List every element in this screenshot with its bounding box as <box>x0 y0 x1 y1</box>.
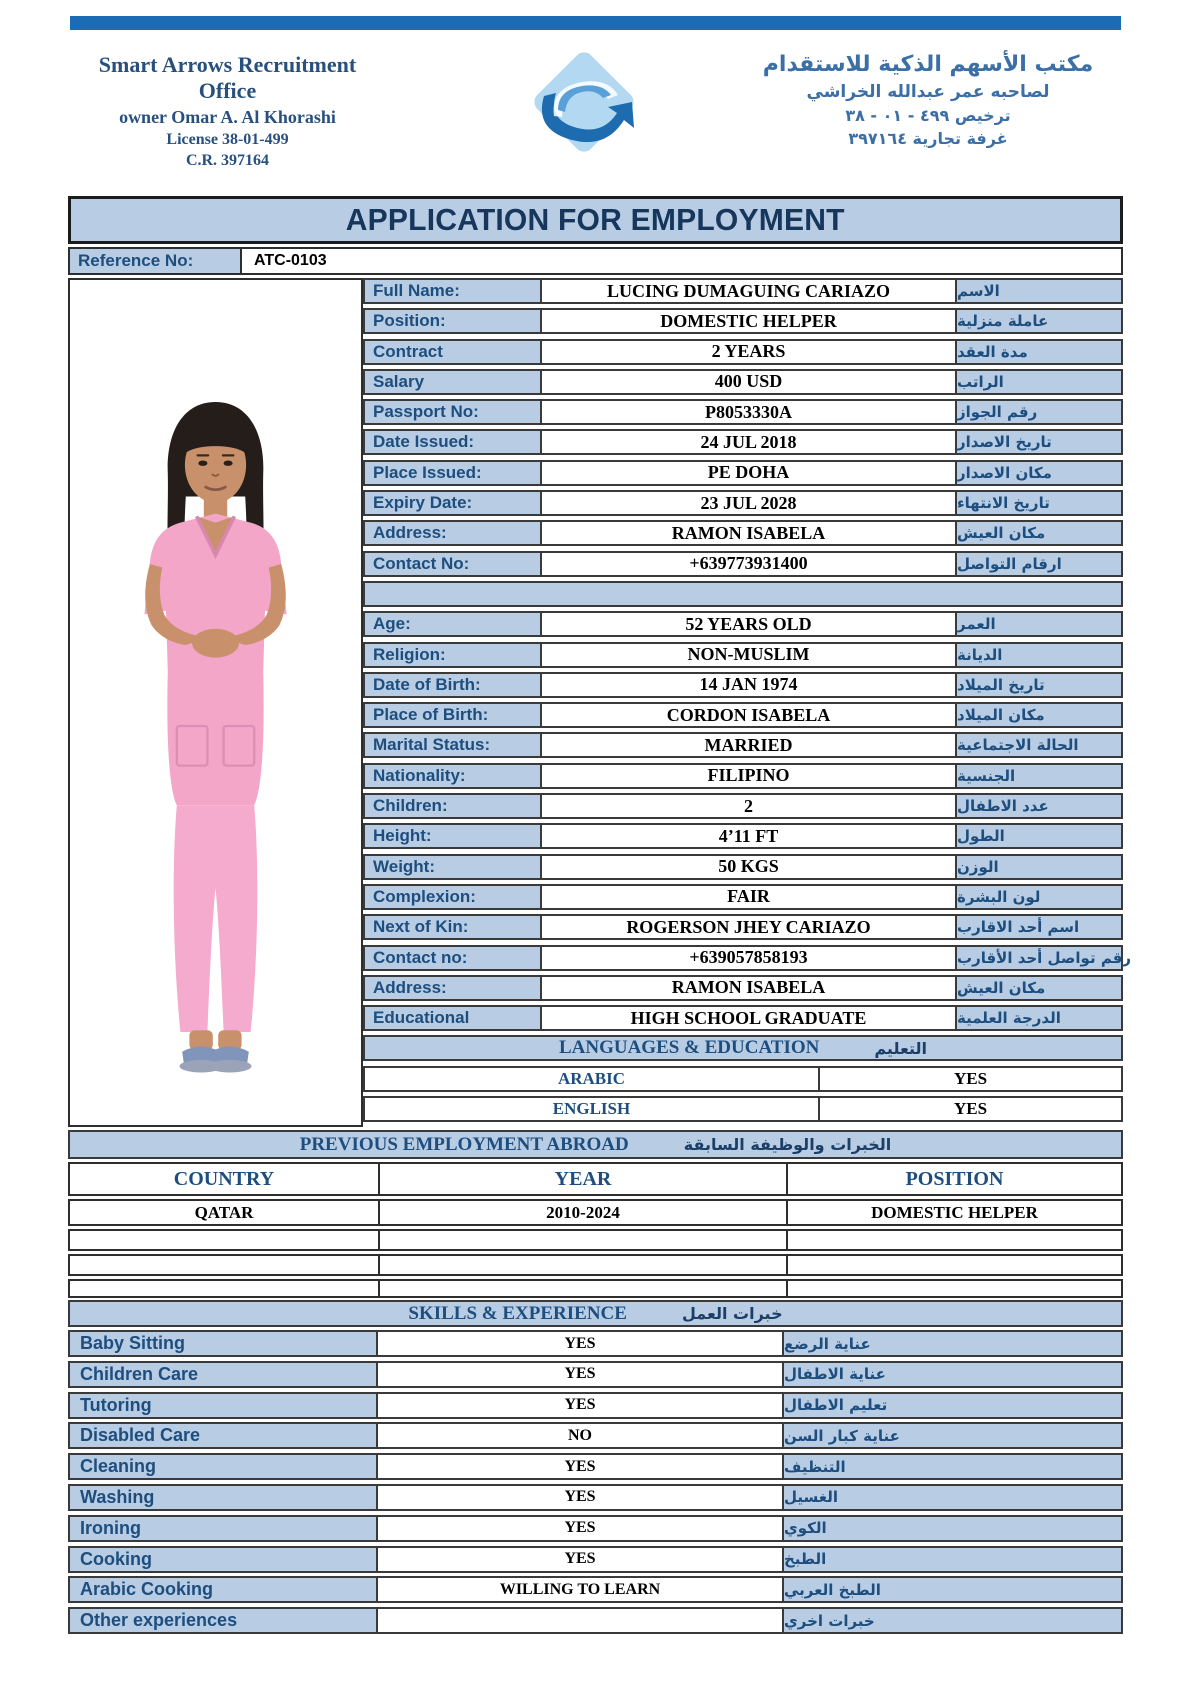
office-name-ar: مكتب الأسهم الذكية للاستقدام <box>762 52 1094 77</box>
skill-value: WILLING TO LEARN <box>376 1578 784 1601</box>
skill-row <box>68 1576 1123 1603</box>
table-row <box>363 884 1123 910</box>
office-license-en: License 38-01-499 <box>166 131 289 148</box>
field-label-arabic: تاريخ الانتهاء <box>957 492 1121 514</box>
language-name: ARABIC <box>557 1068 626 1088</box>
field-label: Contact No: <box>365 553 540 575</box>
employment-position <box>788 1256 1121 1274</box>
skill-label-arabic: عناية الرضع <box>784 1332 1121 1355</box>
skills-header-en: SKILLS & EXPERIENCE <box>408 1302 627 1324</box>
field-value: NON-MUSLIM <box>540 644 957 666</box>
field-value: P8053330A <box>540 401 957 423</box>
skill-label-arabic: الطبخ العربي <box>784 1578 1121 1601</box>
table-row <box>363 369 1123 395</box>
field-value: LUCING DUMAGUING CARIAZO <box>540 280 957 302</box>
table-row <box>363 945 1132 971</box>
skill-value: YES <box>376 1455 784 1478</box>
employment-row-empty <box>68 1229 1123 1251</box>
language-row <box>363 1066 1123 1092</box>
table-row <box>363 399 1123 425</box>
reference-label: Reference No: <box>70 249 240 273</box>
language-value: YES <box>818 1068 1121 1090</box>
table-row <box>363 520 1123 546</box>
applicant-photo <box>103 294 328 1104</box>
field-label-arabic: عدد الاطفال <box>957 795 1121 817</box>
skill-label: Cooking <box>70 1548 376 1571</box>
field-label: Height: <box>365 825 540 847</box>
field-label-arabic: الجنسية <box>957 765 1121 787</box>
skill-label: Cleaning <box>70 1455 376 1478</box>
skill-value <box>376 1609 784 1632</box>
field-label: Position: <box>365 310 540 332</box>
skill-row <box>68 1392 1123 1419</box>
field-label: Place of Birth: <box>365 704 540 726</box>
table-row <box>363 793 1123 819</box>
field-value: FAIR <box>540 886 957 908</box>
field-label-arabic: رقم تواصل أحد الأقارب <box>957 948 1132 967</box>
field-label-arabic: عاملة منزلية <box>957 310 1121 332</box>
employment-position <box>788 1231 1121 1249</box>
field-value: DOMESTIC HELPER <box>540 310 957 332</box>
field-value: 23 JUL 2028 <box>540 492 957 514</box>
field-value: 14 JAN 1974 <box>540 674 957 696</box>
skill-row <box>68 1515 1123 1542</box>
skill-row <box>68 1330 1123 1357</box>
skill-value: NO <box>376 1424 784 1447</box>
field-label: Nationality: <box>365 765 540 787</box>
employment-row <box>68 1199 1123 1226</box>
field-value: 4’11 FT <box>540 825 957 847</box>
skill-value: YES <box>376 1332 784 1355</box>
field-label-arabic: رقم الجواز <box>957 401 1121 423</box>
applicant-photo-cell <box>68 278 363 1127</box>
table-row <box>363 672 1123 698</box>
table-row <box>363 975 1123 1001</box>
table-row <box>363 611 1123 637</box>
language-value: YES <box>818 1098 1121 1120</box>
skill-label: Children Care <box>70 1363 376 1386</box>
skill-row <box>68 1484 1123 1511</box>
table-row <box>363 1005 1123 1031</box>
field-value: CORDON ISABELA <box>540 704 957 726</box>
field-label: Address: <box>365 522 540 544</box>
table-row <box>363 490 1123 516</box>
skill-label-arabic: تعليم الاطفال <box>784 1394 1121 1417</box>
field-label: Full Name: <box>365 280 540 302</box>
language-name: ENGLISH <box>552 1099 631 1119</box>
employment-row-empty <box>68 1254 1123 1276</box>
field-value: FILIPINO <box>540 765 957 787</box>
header-accent-bar <box>70 16 1121 30</box>
field-label-arabic: الراتب <box>957 371 1121 393</box>
table-row <box>363 642 1123 668</box>
skill-label-arabic: عناية الاطفال <box>784 1363 1121 1386</box>
field-value: PE DOHA <box>540 462 957 484</box>
personal-info-table <box>363 278 1132 1122</box>
field-value: 2 YEARS <box>540 341 957 363</box>
smart-arrows-logo-icon <box>518 44 646 166</box>
section-separator <box>363 581 1123 607</box>
field-label-arabic: مكان العيش <box>957 522 1121 544</box>
field-label: Educational <box>365 1007 540 1029</box>
reference-value: ATC-0103 <box>240 249 1121 273</box>
employment-position: DOMESTIC HELPER <box>871 1202 1038 1222</box>
table-row <box>363 339 1123 365</box>
field-value: MARRIED <box>540 734 957 756</box>
skill-row <box>68 1607 1123 1634</box>
field-label: Complexion: <box>365 886 540 908</box>
employment-country <box>70 1281 378 1296</box>
field-label-arabic: الوزن <box>957 856 1121 878</box>
field-label-arabic: اسم أحد الاقارب <box>957 916 1121 938</box>
field-label: Passport No: <box>365 401 540 423</box>
skill-label: Baby Sitting <box>70 1332 376 1355</box>
field-label: Salary <box>365 371 540 393</box>
office-name-en: Smart Arrows Recruitment Office <box>98 52 357 103</box>
skills-header-ar: خبرات العمل <box>681 1304 783 1323</box>
skill-row <box>68 1546 1123 1573</box>
employment-country: QATAR <box>194 1202 254 1222</box>
field-label: Expiry Date: <box>365 492 540 514</box>
skill-value: YES <box>376 1517 784 1540</box>
table-row <box>363 914 1123 940</box>
table-row <box>363 551 1123 577</box>
skill-label-arabic: التنظيف <box>784 1455 1121 1478</box>
employment-section-header <box>68 1130 1123 1159</box>
skill-label-arabic: عناية كبار السن <box>784 1424 1121 1447</box>
table-row <box>363 732 1123 758</box>
field-value: 52 YEARS OLD <box>540 613 957 635</box>
skill-label-arabic: الطبخ <box>784 1548 1121 1571</box>
table-row <box>363 308 1123 334</box>
column-header-position: POSITION <box>905 1167 1004 1190</box>
employment-country <box>70 1231 378 1249</box>
field-label-arabic: مكان الميلاد <box>957 704 1121 726</box>
skill-row <box>68 1422 1123 1449</box>
office-cr-en: C.R. 397164 <box>185 152 270 169</box>
skill-label-arabic: الغسيل <box>784 1486 1121 1509</box>
field-label: Next of Kin: <box>365 916 540 938</box>
skill-label: Washing <box>70 1486 376 1509</box>
skill-label: Other experiences <box>70 1609 376 1632</box>
field-value: +639773931400 <box>540 553 957 575</box>
field-label-arabic: مكان الاصدار <box>957 462 1121 484</box>
office-owner-en: owner Omar A. Al Khorashi <box>119 107 336 127</box>
skill-label: Disabled Care <box>70 1424 376 1447</box>
table-row <box>363 460 1123 486</box>
skills-section-header <box>68 1300 1123 1327</box>
field-value: RAMON ISABELA <box>540 977 957 999</box>
employment-year <box>378 1256 788 1274</box>
office-license-ar: ترخيص ٤٩٩ - ٠١ - ٣٨ <box>845 106 1011 125</box>
skill-label-arabic: الكوي <box>784 1517 1121 1540</box>
employment-year <box>378 1231 788 1249</box>
field-value: 24 JUL 2018 <box>540 431 957 453</box>
field-label-arabic: تاريخ الميلاد <box>957 674 1121 696</box>
field-label-arabic: ارقام التواصل <box>957 553 1121 575</box>
table-row <box>363 278 1123 304</box>
table-row <box>363 763 1123 789</box>
field-label-arabic: مكان العيش <box>957 977 1121 999</box>
field-label-arabic: تاريخ الاصدار <box>957 431 1121 453</box>
employment-header-ar: الخبرات والوظيفة السابقة <box>683 1135 892 1154</box>
skill-label: Tutoring <box>70 1394 376 1417</box>
office-owner-ar: لصاحبه عمر عبدالله الخراشي <box>806 82 1050 102</box>
column-header-country: COUNTRY <box>173 1167 275 1190</box>
reference-row <box>68 247 1123 275</box>
field-label: Address: <box>365 977 540 999</box>
skill-value: YES <box>376 1548 784 1571</box>
skill-value: YES <box>376 1363 784 1386</box>
field-label-arabic: مدة العقد <box>957 341 1121 363</box>
table-row <box>363 823 1123 849</box>
field-label-arabic: لون البشرة <box>957 886 1121 908</box>
employment-country <box>70 1256 378 1274</box>
skill-value: YES <box>376 1394 784 1417</box>
field-label: Marital Status: <box>365 734 540 756</box>
field-label: Date Issued: <box>365 431 540 453</box>
skills-table <box>68 1330 1123 1634</box>
field-label: Children: <box>365 795 540 817</box>
field-label: Date of Birth: <box>365 674 540 696</box>
field-value: ROGERSON JHEY CARIAZO <box>540 916 957 938</box>
skill-value: YES <box>376 1486 784 1509</box>
skill-row <box>68 1361 1123 1388</box>
field-label: Weight: <box>365 856 540 878</box>
languages-section-header <box>363 1035 1123 1061</box>
languages-header-en: LANGUAGES & EDUCATION <box>558 1037 820 1059</box>
table-row <box>363 429 1123 455</box>
office-info-arabic <box>726 52 1130 148</box>
languages-header-ar: التعليم <box>874 1038 928 1058</box>
field-value: +639057858193 <box>540 947 957 969</box>
form-title-bar <box>68 196 1123 244</box>
skill-row <box>68 1453 1123 1480</box>
employment-position <box>788 1281 1121 1296</box>
skill-label: Arabic Cooking <box>70 1578 376 1601</box>
field-value: HIGH SCHOOL GRADUATE <box>540 1007 957 1029</box>
page-title: APPLICATION FOR EMPLOYMENT <box>346 202 845 237</box>
skill-label: Ironing <box>70 1517 376 1540</box>
employment-header-en: PREVIOUS EMPLOYMENT ABROAD <box>299 1133 629 1155</box>
employment-year: 2010-2024 <box>378 1201 788 1224</box>
office-info-english <box>70 52 385 170</box>
employment-year <box>378 1281 788 1296</box>
table-row <box>363 854 1123 880</box>
office-cr-ar: غرفة تجارية ٣٩٧١٦٤ <box>848 129 1008 148</box>
field-label-arabic: الديانة <box>957 644 1121 666</box>
field-label: Contract <box>365 341 540 363</box>
field-label-arabic: الاسم <box>957 280 1121 302</box>
field-value: 400 USD <box>540 371 957 393</box>
field-label-arabic: العمر <box>957 613 1121 635</box>
field-value: RAMON ISABELA <box>540 522 957 544</box>
field-label: Place Issued: <box>365 462 540 484</box>
column-header-year: YEAR <box>378 1164 788 1194</box>
field-value: 2 <box>540 795 957 817</box>
field-label-arabic: الحالة الاجتماعية <box>957 734 1121 756</box>
language-row <box>363 1096 1123 1122</box>
field-value: 50 KGS <box>540 856 957 878</box>
field-label: Contact no: <box>365 947 540 969</box>
employment-row-empty <box>68 1279 1123 1298</box>
employment-column-header-row <box>68 1162 1123 1196</box>
field-label: Religion: <box>365 644 540 666</box>
field-label-arabic: الطول <box>957 825 1121 847</box>
field-label: Age: <box>365 613 540 635</box>
field-label-arabic: الدرجة العلمية <box>957 1007 1121 1029</box>
skill-label-arabic: خبرات اخري <box>784 1609 1121 1632</box>
table-row <box>363 702 1123 728</box>
